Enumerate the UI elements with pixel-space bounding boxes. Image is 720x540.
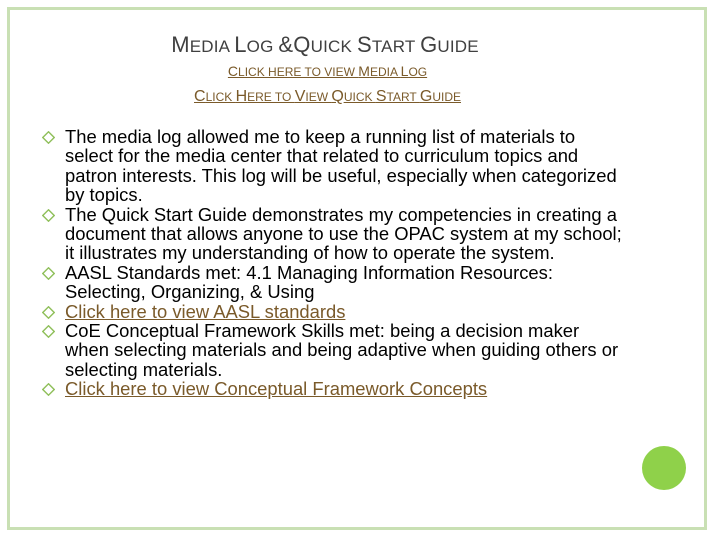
hollow-diamond-icon [42, 131, 55, 144]
hollow-diamond-icon [42, 383, 55, 396]
bullet-item [42, 263, 622, 302]
bullet-text: CoE Conceptual Framework Skills met: being a decision maker when selecting materials and being adaptive when guiding others or selecting materials. [65, 320, 619, 380]
media-log-link[interactable]: CLICK HERE TO VIEW MEDIA LOG [227, 63, 428, 79]
hollow-diamond-icon [42, 267, 55, 280]
bullet-item [42, 379, 622, 398]
hollow-diamond-icon [42, 306, 55, 319]
bullet-list [42, 127, 622, 399]
bullet-text: The Quick Start Guide demonstrates my competencies in creating a document that allows anyone to use the OPAC system at my school; it illustrates my understanding of how to operate the system. [65, 203, 622, 264]
bullet-item [42, 321, 622, 379]
bullet-item [42, 302, 622, 321]
bullet-text: AASL Standards met: 4.1 Managing Information Resources: Selecting, Organizing, & Using [65, 261, 553, 303]
hollow-diamond-icon [42, 325, 55, 338]
bullet-text: The media log allowed me to keep a running list of materials to select for the media center that related to curriculum topics and patron interests. This log will be useful, especially when categorized by topics. [65, 126, 617, 206]
decorative-green-circle [642, 446, 686, 490]
conceptual-framework-link[interactable]: Click here to view Conceptual Framework Concepts [65, 378, 488, 400]
slide-title: MEDIA LOG &QUICK START GUIDE [171, 32, 479, 57]
bullet-item [42, 205, 622, 263]
bullet-item [42, 127, 622, 205]
aasl-standards-link[interactable]: Click here to view AASL standards [65, 300, 346, 322]
hollow-diamond-icon [42, 209, 55, 222]
quick-start-guide-link[interactable]: CLICK HERE TO VIEW QUICK START GUIDE [194, 88, 461, 105]
